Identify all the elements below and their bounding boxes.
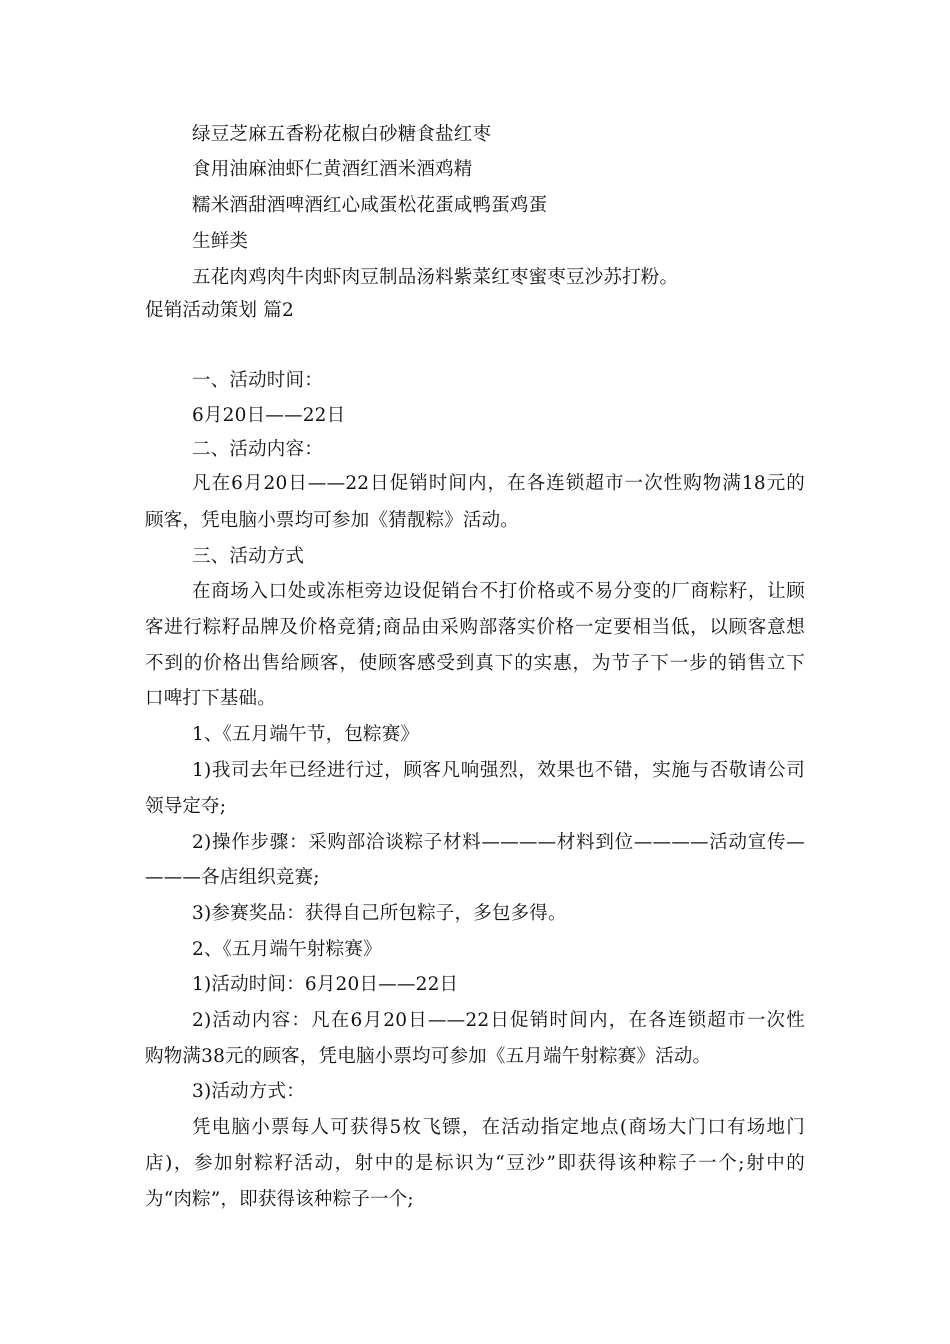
sub1-item-b-line-1: 2)操作步骤：采购部洽谈粽子材料————材料到位————活动宣传— — [192, 832, 805, 853]
method-line-2: 客进行粽籽品牌及价格竞猜;商品由采购部落实价格一定要相当低，以顾客意想 — [145, 617, 805, 638]
content-paragraph-line-1: 凡在6月20日——22日促销时间内，在各连锁超市一次性购物满18元的 — [192, 473, 805, 494]
list-line-4: 生鲜类 — [192, 231, 249, 252]
sub2-item-d-line-3: 为“肉粽”，即获得该种粽子一个; — [145, 1189, 414, 1210]
heading-method: 三、活动方式 — [192, 546, 305, 567]
method-line-3: 不到的价格出售给顾客，使顾客感受到真下的实惠，为节子下一步的销售立下 — [145, 653, 805, 674]
sub2-item-b-line-1: 2)活动内容：凡在6月20日——22日促销时间内，在各连锁超市一次性 — [192, 1010, 805, 1031]
sub1-item-a-line-2: 领导定夺; — [145, 796, 227, 817]
sub1-item-a-line-1: 1)我司去年已经进行过，顾客凡响强烈，效果也不错，实施与否敬请公司 — [192, 760, 805, 781]
heading-time: 一、活动时间： — [192, 370, 323, 391]
method-line-4: 口啤打下基础。 — [145, 688, 276, 709]
list-line-5: 五花肉鸡肉牛肉虾肉豆制品汤料紫菜红枣蜜枣豆沙苏打粉。 — [192, 267, 679, 288]
list-line-2: 食用油麻油虾仁黄酒红酒米酒鸡精 — [192, 159, 473, 180]
method-line-1: 在商场入口处或冻柜旁边设促销台不打价格或不易分变的厂商粽籽，让顾 — [192, 581, 805, 602]
sub2-item-b-line-2: 购物满38元的顾客，凭电脑小票均可参加《五月端午射粽赛》活动。 — [145, 1046, 712, 1067]
content-paragraph-line-2: 顾客，凭电脑小票均可参加《猜靓粽》活动。 — [145, 510, 520, 531]
sub1-item-c: 3)参赛奖品：获得自己所包粽子，多包多得。 — [192, 903, 567, 924]
section-title: 促销活动策划 篇2 — [145, 300, 294, 321]
sub2-item-a: 1)活动时间：6月20日——22日 — [192, 974, 459, 995]
list-line-1: 绿豆芝麻五香粉花椒白砂糖食盐红枣 — [192, 124, 492, 145]
sub1-item-b-line-2: ———各店组织竞赛; — [145, 867, 320, 888]
sub-heading-1: 1、《五月端午节，包粽赛》 — [192, 724, 420, 745]
list-line-3: 糯米酒甜酒啤酒红心咸蛋松花蛋咸鸭蛋鸡蛋 — [192, 195, 548, 216]
sub2-item-d-line-2: 店)，参加射粽籽活动，射中的是标识为“豆沙”即获得该种粽子一个;射中的 — [145, 1153, 805, 1174]
date-range: 6月20日——22日 — [192, 405, 346, 426]
sub2-item-c: 3)活动方式： — [192, 1081, 305, 1102]
sub2-item-d-line-1: 凭电脑小票每人可获得5枚飞镖，在活动指定地点(商场大门口有场地门 — [192, 1117, 805, 1138]
heading-content: 二、活动内容： — [192, 439, 323, 460]
sub-heading-2: 2、《五月端午射粽赛》 — [192, 939, 382, 960]
